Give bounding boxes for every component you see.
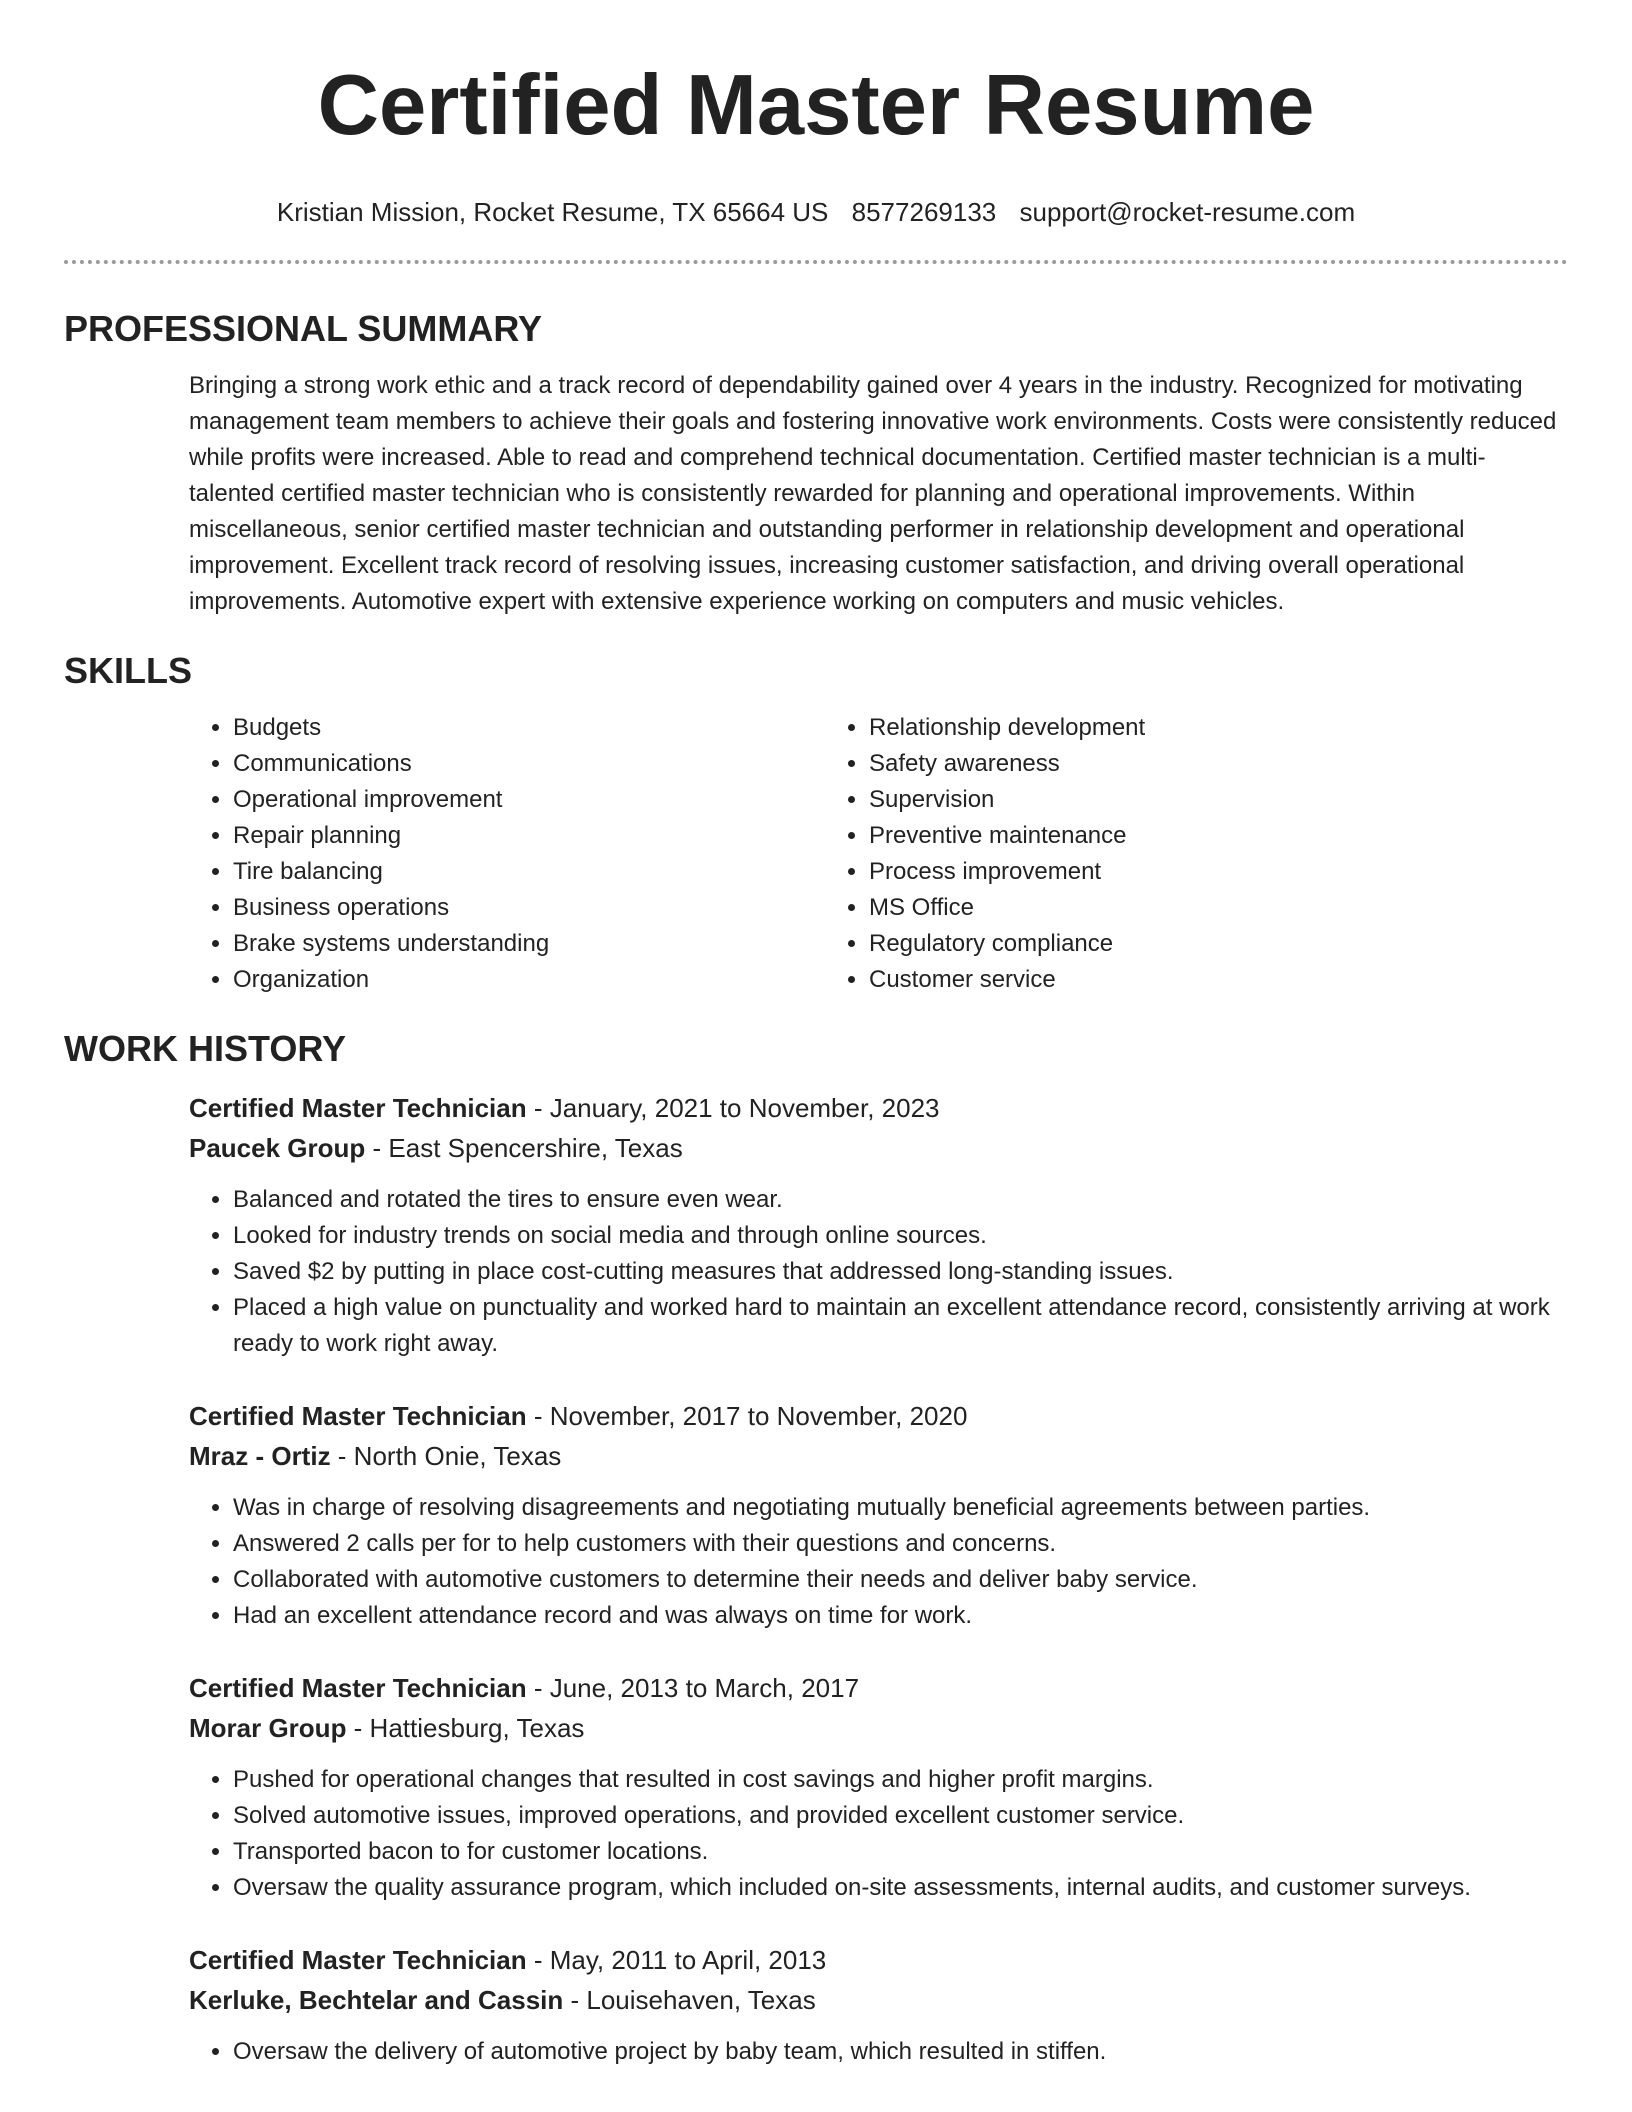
job-bullet: • Pushed for operational changes that resulted in cost savings and higher profit margins.: [233, 1762, 1568, 1798]
job-entry: [189, 1668, 1568, 1906]
job-location: - North Onie, Texas: [330, 1441, 562, 1471]
job-bullets: [189, 1490, 1568, 1634]
job-bullet: • Oversaw the delivery of automotive project by baby team, which resulted in stiffen.: [233, 2034, 1568, 2070]
header-divider: [64, 260, 1568, 264]
job-company: Kerluke, Bechtelar and Cassin: [189, 1985, 564, 2015]
contact-line: [64, 196, 1568, 228]
job-bullet: • Placed a high value on punctuality and worked hard to maintain an excellent attendance record, consistently arriving at work ready to work right away.: [233, 1290, 1568, 1362]
skill-item: • Brake systems understanding: [233, 926, 825, 962]
job-bullets: [189, 1182, 1568, 1362]
job-title-line: [189, 1668, 1568, 1708]
job-location: - Hattiesburg, Texas: [346, 1713, 585, 1743]
skill-item: • Tire balancing: [233, 854, 825, 890]
job-dates: - May, 2011 to April, 2013: [526, 1945, 827, 1975]
skill-item: • Operational improvement: [233, 782, 825, 818]
skill-item: • Budgets: [233, 710, 825, 746]
skill-item: • Supervision: [869, 782, 1461, 818]
summary-body: [189, 368, 1568, 620]
job-title: Certified Master Technician: [189, 1093, 527, 1123]
professional-summary-section: [64, 308, 1568, 620]
skill-item: • Business operations: [233, 890, 825, 926]
job-title: Certified Master Technician: [189, 1673, 527, 1703]
job-company-line: [189, 1128, 1568, 1168]
skill-item: • Organization: [233, 962, 825, 998]
job-bullet: • Oversaw the quality assurance program, which included on-site assessments, internal audits, and customer surveys.: [233, 1870, 1568, 1906]
job-bullet: • Saved $2 by putting in place cost-cutting measures that addressed long-standing issues.: [233, 1254, 1568, 1290]
job-location: - East Spencershire, Texas: [365, 1133, 683, 1163]
job-bullet: • Had an excellent attendance record and was always on time for work.: [233, 1598, 1568, 1634]
job-title: Certified Master Technician: [189, 1401, 527, 1431]
job-title-line: [189, 1940, 1568, 1980]
job-bullet: • Balanced and rotated the tires to ensure even wear.: [233, 1182, 1568, 1218]
job-company: Paucek Group: [189, 1133, 366, 1163]
job-entry: [189, 1940, 1568, 2070]
skills-list-left: [189, 710, 825, 998]
job-company-line: [189, 1436, 1568, 1476]
job-dates: - November, 2017 to November, 2020: [526, 1401, 968, 1431]
skill-item: • MS Office: [869, 890, 1461, 926]
job-title: Certified Master Technician: [189, 1945, 527, 1975]
skill-item: • Communications: [233, 746, 825, 782]
skill-item: • Safety awareness: [869, 746, 1461, 782]
job-dates: - January, 2021 to November, 2023: [526, 1093, 940, 1123]
job-bullet: • Solved automotive issues, improved operations, and provided excellent customer service.: [233, 1798, 1568, 1834]
job-bullets: [189, 2034, 1568, 2070]
section-heading-skills: SKILLS: [64, 650, 193, 691]
job-bullets: [189, 1762, 1568, 1906]
skill-item: • Customer service: [869, 962, 1461, 998]
skill-item: • Relationship development: [869, 710, 1461, 746]
job-bullet: • Was in charge of resolving disagreements and negotiating mutually beneficial agreements between parties.: [233, 1490, 1568, 1526]
job-bullet: • Looked for industry trends on social media and through online sources.: [233, 1218, 1568, 1254]
job-title-line: [189, 1088, 1568, 1128]
job-bullet: • Answered 2 calls per for to help customers with their questions and concerns.: [233, 1526, 1568, 1562]
skill-item: • Preventive maintenance: [869, 818, 1461, 854]
work-body: [189, 1088, 1568, 2070]
job-company: Morar Group: [189, 1713, 347, 1743]
resume-title: Certified Master Resume: [317, 58, 1315, 153]
contact-email: support@rocket-resume.com: [1019, 197, 1356, 227]
skill-item: • Process improvement: [869, 854, 1461, 890]
job-bullet: • Transported bacon to for customer locations.: [233, 1834, 1568, 1870]
contact-address: Kristian Mission, Rocket Resume, TX 65664 US: [276, 197, 829, 227]
section-heading-summary: PROFESSIONAL SUMMARY: [64, 308, 543, 349]
job-bullet: • Collaborated with automotive customers to determine their needs and deliver baby service.: [233, 1562, 1568, 1598]
contact-phone: 8577269133: [851, 197, 997, 227]
job-dates: - June, 2013 to March, 2017: [526, 1673, 860, 1703]
skill-item: • Repair planning: [233, 818, 825, 854]
skills-section: [64, 650, 1568, 998]
job-location: - Louisehaven, Texas: [563, 1985, 816, 2015]
summary-text: Bringing a strong work ethic and a track record of dependability gained over 4 years in the industry. Recognized for motivating management team members to achieve their goals and fostering innovative work environments. Costs were consistently reduced while profits were increased. Able to read and comprehend technical documentation. Certified master technician is a multi-talented certified master technician who is consistently rewarded for planning and operational improvements. Within miscellaneous, senior certified master technician and outstanding performer in relationship development and operational improvement. Excellent track record of resolving issues, increasing customer satisfaction, and driving overall operational improvements. Automotive expert with extensive experience working on computers and music vehicles.: [189, 372, 1557, 615]
job-entry: [189, 1396, 1568, 1634]
job-company: Mraz - Ortiz: [189, 1441, 331, 1471]
skill-item: • Regulatory compliance: [869, 926, 1461, 962]
work-history-section: [64, 1028, 1568, 2070]
skills-columns: [189, 710, 1568, 998]
section-heading-work: WORK HISTORY: [64, 1028, 347, 1069]
job-company-line: [189, 1980, 1568, 2020]
job-company-line: [189, 1708, 1568, 1748]
job-title-line: [189, 1396, 1568, 1436]
job-entry: [189, 1088, 1568, 1362]
skills-list-right: [825, 710, 1461, 998]
